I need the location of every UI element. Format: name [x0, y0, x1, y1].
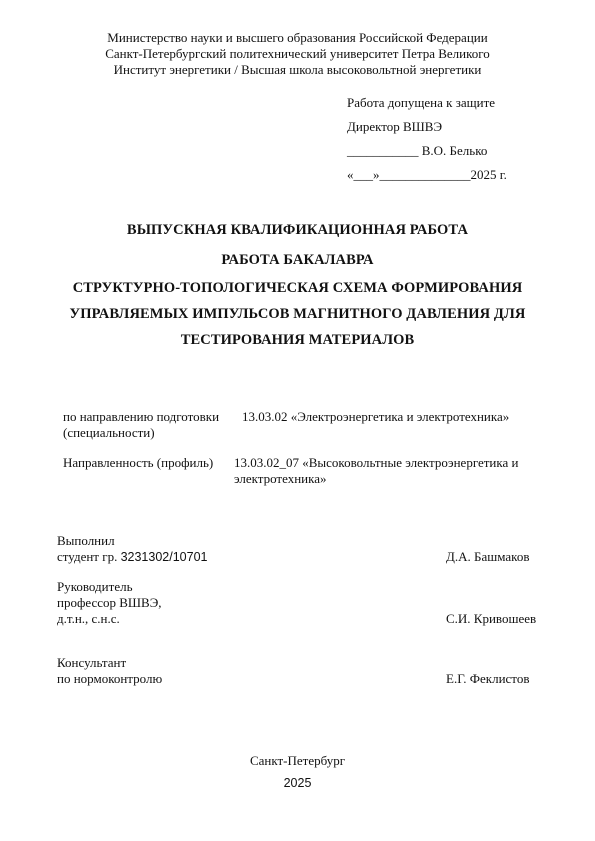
direction-value: 13.03.02 «Электроэнергетика и электротехника»	[242, 409, 510, 424]
thesis-title-line-1: СТРУКТУРНО-ТОПОЛОГИЧЕСКАЯ СХЕМА ФОРМИРОВАНИЯ	[72, 280, 523, 296]
approval-admitted: Работа допущена к защите	[347, 95, 496, 110]
approval-signature: ___________ В.О. Белько	[347, 143, 488, 158]
student-group-number: 3231302/10701	[120, 550, 208, 564]
consultant-label: Консультант	[57, 655, 127, 670]
student-group-line	[57, 549, 207, 565]
student-group-prefix: студент гр.	[57, 549, 121, 564]
university-line: Санкт-Петербургский политехнический университет Петра Великого	[105, 46, 490, 61]
supervisor-position: профессор ВШВЭ,	[57, 595, 162, 610]
consultant-name: Е.Г. Феклистов	[446, 671, 530, 686]
specialty-label: (специальности)	[63, 425, 155, 440]
profile-label: Направленность (профиль)	[63, 455, 214, 470]
performer-label: Выполнил	[57, 533, 115, 548]
ministry-line: Министерство науки и высшего образования Российской Федерации	[107, 30, 488, 45]
supervisor-degree: д.т.н., с.н.с.	[57, 611, 120, 626]
thesis-title-line-3: ТЕСТИРОВАНИЯ МАТЕРИАЛОВ	[180, 332, 415, 348]
thesis-title-line-2: УПРАВЛЯЕМЫХ ИМПУЛЬСОВ МАГНИТНОГО ДАВЛЕНИЯ ДЛЯ	[69, 306, 526, 322]
supervisor-label: Руководитель	[57, 579, 133, 594]
approval-director: Директор ВШВЭ	[347, 119, 443, 134]
work-type-title: ВЫПУСКНАЯ КВАЛИФИКАЦИОННАЯ РАБОТА	[126, 222, 469, 238]
direction-label: по направлению подготовки	[63, 409, 220, 424]
year: 2025	[283, 776, 312, 790]
approval-date: «___»______________2025 г.	[347, 167, 507, 182]
degree-title: РАБОТА БАКАЛАВРА	[221, 252, 374, 268]
supervisor-name: С.И. Кривошеев	[446, 611, 537, 626]
city: Санкт-Петербург	[249, 753, 346, 768]
consultant-role: по нормоконтролю	[57, 671, 163, 686]
performer-name: Д.А. Башмаков	[446, 549, 530, 564]
profile-value-line-1: 13.03.02_07 «Высоковольтные электроэнергетика и	[234, 455, 519, 470]
profile-value-line-2: электротехника»	[234, 471, 327, 486]
institute-line: Институт энергетики / Высшая школа высоковольтной энергетики	[113, 62, 482, 77]
